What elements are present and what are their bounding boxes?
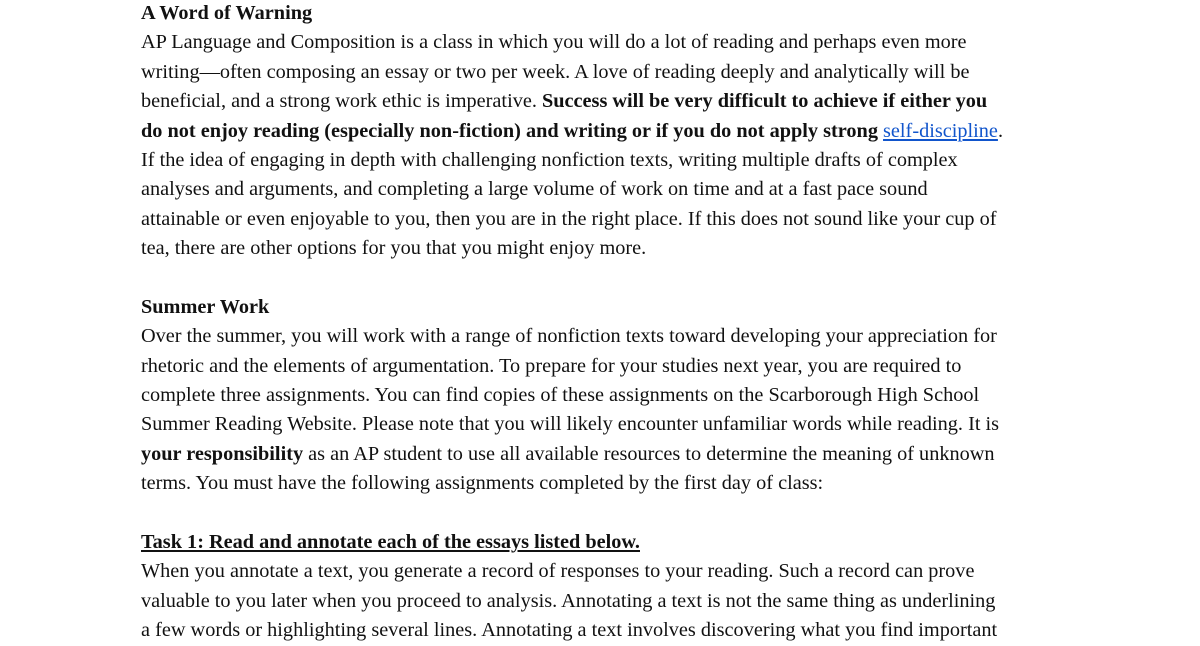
task1-line-2: valuable to you later when you proceed to analysis. Annotating a text is not the same thing as underlining [141, 589, 996, 612]
warning-line-1: AP Language and Composition is a class in which you will do a lot of reading and perhaps even more [141, 31, 967, 54]
summer-line-6: terms. You must have the following assignments completed by the first day of class: [141, 472, 824, 495]
responsibility-emphasis: your responsibility [141, 442, 304, 465]
warning-line-8: tea, there are other options for you that you might enjoy more. [141, 237, 647, 260]
document-body [141, 0, 1081, 646]
summer-heading: Summer Work [141, 295, 270, 318]
summer-line-5 [141, 440, 1081, 469]
warning-line-4-period: . [997, 119, 1004, 142]
warning-line-3 [141, 87, 1081, 116]
summer-line-1: Over the summer, you will work with a range of nonfiction texts toward developing your appreciation for [141, 325, 997, 348]
task1-line-1: When you annotate a text, you generate a record of responses to your reading. Such a record can prove [141, 560, 975, 583]
task1-heading: Task 1: Read and annotate each of the essays listed below. [141, 531, 640, 554]
warning-line-2: writing—often composing an essay or two per week. A love of reading deeply and analytically will be [141, 60, 970, 83]
warning-heading: A Word of Warning [141, 2, 313, 24]
self-discipline-link[interactable]: self-discipline [883, 119, 998, 142]
warning-emphasis-text: Success will be very difficult to achieve if either you [541, 90, 988, 113]
task1-line-3: a few words or highlighting several lines. Annotating a text involves discovering what you find important [141, 619, 998, 642]
paragraph-spacer [141, 499, 1081, 528]
paragraph-spacer [141, 264, 1081, 293]
summer-line-5-text: as an AP student to use all available resources to determine the meaning of unknown [303, 442, 995, 465]
warning-line-3-text: beneficial, and a strong work ethic is imperative. [141, 90, 542, 113]
summer-line-3: complete three assignments. You can find copies of these assignments on the Scarborough High School [141, 384, 980, 407]
warning-emphasis-text-cont: do not enjoy reading (especially non-fiction) and writing or if you do not apply strong [141, 119, 884, 142]
warning-line-7: attainable or even enjoyable to you, then you are in the right place. If this does not sound like your cup of [141, 207, 997, 230]
warning-line-5: If the idea of engaging in depth with challenging nonfiction texts, writing multiple drafts of complex [141, 148, 958, 171]
warning-line-4 [141, 117, 1081, 146]
summer-line-4: Summer Reading Website. Please note that you will likely encounter unfamiliar words while reading. It is [141, 413, 1000, 436]
warning-line-6: analyses and arguments, and completing a large volume of work on time and at a fast pace sound [141, 178, 928, 201]
summer-line-2: rhetoric and the elements of argumentation. To prepare for your studies next year, you are required to [141, 354, 962, 377]
